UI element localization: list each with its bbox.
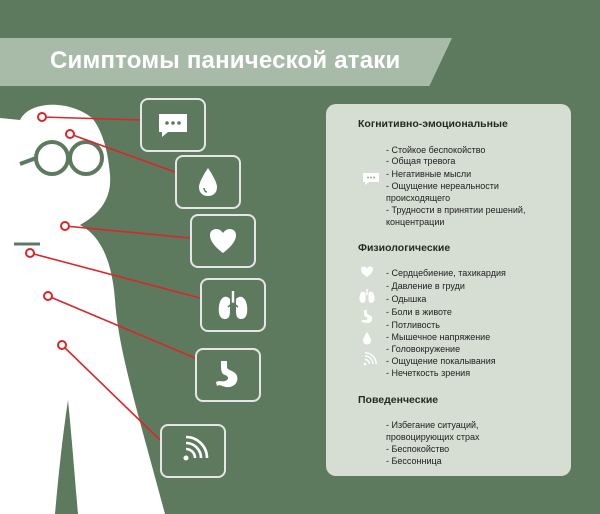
- list-item: - Трудности в принятии решений,: [386, 205, 526, 215]
- list-item: - Нечеткость зрения: [386, 368, 471, 378]
- stomach-icon: [213, 359, 243, 391]
- list-item: - Потливость: [386, 320, 440, 330]
- list-item: - Головокружение: [386, 344, 461, 354]
- list-item: - Негативные мысли: [386, 169, 472, 179]
- list-item: - Ощущение покалывания: [386, 356, 496, 366]
- speech-bubble-icon: [156, 112, 190, 138]
- heart-icon: [208, 227, 238, 255]
- vibration-icon: [176, 434, 210, 468]
- drop-icon: [196, 166, 220, 198]
- lungs-icon: [358, 288, 376, 304]
- list-item: - Беспокойство: [386, 444, 450, 454]
- vibration-box: [160, 424, 226, 478]
- stomach-icon: [360, 309, 374, 325]
- lungs-box: [200, 278, 266, 332]
- list-item: - Стойкое беспокойство: [386, 145, 486, 155]
- page-title: Симптомы панической атаки: [50, 47, 401, 74]
- list-item: - Одышка: [386, 294, 427, 304]
- list-item: - Давление в груди: [386, 281, 465, 291]
- section-title-behavioral: Поведенческие: [358, 394, 439, 406]
- section-title-cognitive: Когнитивно-эмоциональные: [358, 118, 508, 130]
- list-item: происходящего: [386, 193, 451, 203]
- list-item: концентрации: [386, 217, 445, 227]
- heart-icon: [360, 266, 374, 278]
- section-title-physiological: Физиологические: [358, 242, 451, 254]
- list-item: - Бессонница: [386, 456, 442, 466]
- list-item: - Избегание ситуаций,: [386, 420, 479, 430]
- stomach-box: [195, 348, 261, 402]
- person-silhouette: [0, 105, 165, 514]
- drop-icon: [362, 331, 372, 345]
- vibration-icon: [361, 352, 377, 368]
- lungs-icon: [215, 288, 251, 322]
- list-item: - Общая тревога: [386, 156, 456, 166]
- list-item: - Боли в животе: [386, 307, 452, 317]
- list-item: - Ощущение нереальности: [386, 181, 499, 191]
- heart-box: [190, 214, 256, 268]
- speech-bubble-icon: [362, 172, 380, 186]
- list-item: - Сердцебиение, тахикардия: [386, 268, 506, 278]
- list-item: провоцирующих страх: [386, 432, 480, 442]
- list-item: - Мышечное напряжение: [386, 332, 491, 342]
- drop-box: [175, 155, 241, 209]
- speech-bubble-box: [140, 98, 206, 152]
